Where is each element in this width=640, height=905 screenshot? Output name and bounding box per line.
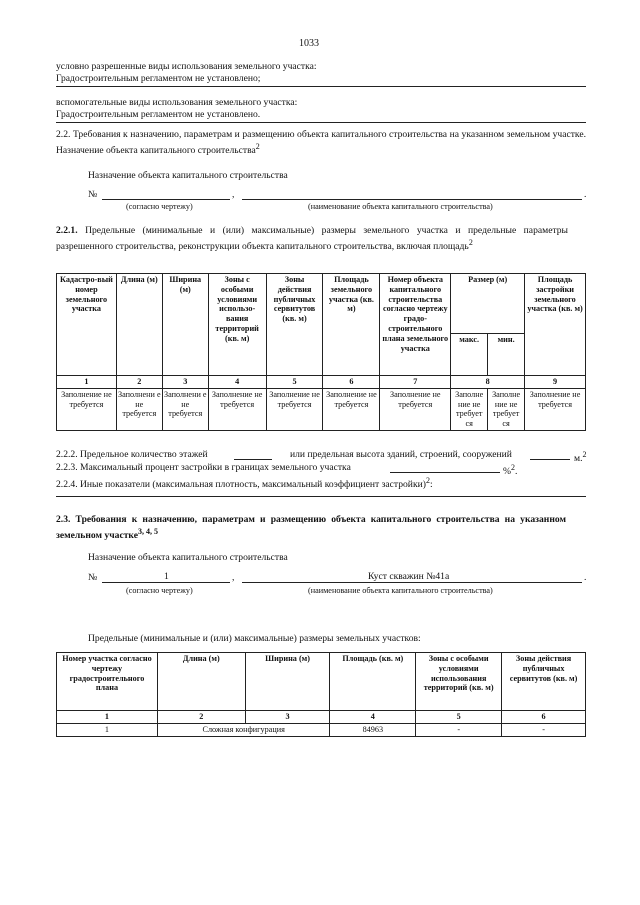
col-width: Ширина (м): [162, 274, 208, 376]
section-2-2-heading: 2.2. Требования к назначению, параметрам и размещению объекта капитального строительства на указанном земельном участке. Назначение объекта капитального строительства$^2$: [56, 129, 586, 157]
col-building-area: Площадь застройки земельного участка (кв. м): [525, 274, 586, 376]
col-size: Размер (м): [451, 274, 525, 334]
col-area: Площадь (кв. м): [330, 653, 416, 711]
col-num: 4: [330, 711, 416, 724]
col-width: Ширина (м): [245, 653, 330, 711]
col-num: 6: [502, 711, 586, 724]
object-name-value: Куст скважин №41а: [368, 571, 450, 582]
cell: Заполнение не требуется: [208, 388, 266, 430]
section-2-2-3-text: 2.2.3. Максимальный процент застройки в границах земельного участка: [56, 462, 351, 473]
plot-limits-label: Предельные (минимальные и (или) максимальные) размеры земельных участков:: [88, 633, 421, 644]
cell: -: [502, 723, 586, 736]
parameters-table: [56, 273, 586, 431]
cell: Заполнени е не требуется: [162, 388, 208, 430]
floors-line: [234, 459, 272, 460]
caption-drawing: (согласно чертежу): [126, 202, 193, 211]
auxiliary-uses-label: вспомогательные виды использования земельного участка:: [56, 97, 298, 108]
section-2-2-2-part1: 2.2.2. Предельное количество этажей: [56, 449, 208, 460]
col-num: 8: [451, 376, 525, 389]
cell: Заполне ние не требует ся: [488, 388, 525, 430]
auxiliary-uses-value: Градостроительным регламентом не установлено.: [56, 109, 261, 120]
col-length: Длина (м): [157, 653, 245, 711]
table-row: [57, 711, 586, 724]
col-length: Длина (м): [116, 274, 162, 376]
col-num: 5: [266, 376, 323, 389]
cell: Заполне ние не требует ся: [451, 388, 488, 430]
section-2-2-4-text: 2.2.4. Иные показатели (максимальная плотность, максимальный коэффициент застройки)$^2$:: [56, 476, 433, 491]
conditional-uses-value: Градостроительным регламентом не установлено;: [56, 73, 261, 84]
purpose-label-2: Назначение объекта капитального строительства: [88, 552, 288, 563]
period: .: [584, 572, 587, 583]
col-cadastral-number: Кадастро-вый номер земельного участка: [57, 274, 117, 376]
col-plot-area: Площадь земельного участка (кв. м): [323, 274, 380, 376]
col-num: 4: [208, 376, 266, 389]
cell: Заполнение не требуется: [380, 388, 451, 430]
col-num: 3: [162, 376, 208, 389]
col-object-number: Номер объекта капитального строительства согласно чертежу градо-строительного плана земельного участка: [380, 274, 451, 376]
col-size-max: макс.: [451, 334, 488, 376]
table-row: [57, 376, 586, 389]
section-2-2-1-text: 2.2.1. Предельные (минимальные и (или) максимальные) размеры земельного участка и предельные параметры разрешенного строительства, реконструкции объекта капитального строительства, включая площадь$^2$: [56, 225, 569, 253]
cell: Заполнение не требуется: [57, 388, 117, 430]
underline: [56, 86, 586, 87]
col-num: 1: [57, 711, 158, 724]
purpose-label: Назначение объекта капитального строительства: [88, 170, 288, 181]
cell: Заполнение не требуется: [266, 388, 323, 430]
caption-drawing-2: (согласно чертежу): [126, 586, 193, 595]
table-row: [57, 388, 586, 430]
object-name-line: [242, 199, 582, 200]
comma: ,: [232, 572, 235, 583]
cell: Заполнени е не требуется: [116, 388, 162, 430]
col-num: 2: [116, 376, 162, 389]
underline: [56, 122, 586, 123]
cell: Заполнение не требуется: [525, 388, 586, 430]
drawing-number-line: [102, 199, 230, 200]
conditional-uses-label: условно разрешенные виды использования земельного участка:: [56, 61, 317, 72]
col-num: 2: [157, 711, 245, 724]
page-number: 1033: [299, 38, 319, 49]
col-servitude-zones: Зоны действия публичных сервитутов (кв. м): [502, 653, 586, 711]
number-sign: №: [88, 189, 98, 200]
cell: 1: [57, 723, 158, 736]
comma: ,: [232, 189, 235, 200]
section-2-2-3-unit: %$^2$.: [503, 463, 518, 478]
caption-object-name: (наименование объекта капитального строительства): [308, 202, 493, 211]
col-plot-number: Номер участка согласно чертежу градостроительного плана: [57, 653, 158, 711]
underline: [56, 496, 586, 497]
period: .: [584, 189, 587, 200]
col-special-zones: Зоны с особыми условиями использования территорий (кв. м): [416, 653, 502, 711]
col-servitude-zones: Зоны действия публичных сервитутов (кв. м): [266, 274, 323, 376]
col-size-min: мин.: [488, 334, 525, 376]
section-2-3-heading: 2.3. Требования к назначению, параметрам и размещению объекта капитального строительства на указанном земельном участке$^{3, 4, 5}$: [56, 514, 566, 542]
col-num: 1: [57, 376, 117, 389]
percent-line: [390, 472, 500, 473]
cell: Заполнение не требуется: [323, 388, 380, 430]
col-num: 3: [245, 711, 330, 724]
cell: Сложная конфигурация: [157, 723, 330, 736]
table-row: [57, 723, 586, 736]
section-2-2-2-part2: или предельная высота зданий, строений, сооружений: [290, 449, 512, 460]
section-2-2-2-unit: м.$^2$: [574, 450, 587, 465]
plot-sizes-table: [56, 652, 586, 737]
height-line: [530, 459, 570, 460]
number-sign-2: №: [88, 572, 98, 583]
cell: -: [416, 723, 502, 736]
cell: 84963: [330, 723, 416, 736]
col-special-zones: Зоны с особыми условиями использо-вания территорий (кв. м): [208, 274, 266, 376]
caption-object-name-2: (наименование объекта капитального строительства): [308, 586, 493, 595]
col-num: 7: [380, 376, 451, 389]
col-num: 9: [525, 376, 586, 389]
col-num: 5: [416, 711, 502, 724]
col-num: 6: [323, 376, 380, 389]
drawing-number-value: 1: [164, 571, 169, 582]
